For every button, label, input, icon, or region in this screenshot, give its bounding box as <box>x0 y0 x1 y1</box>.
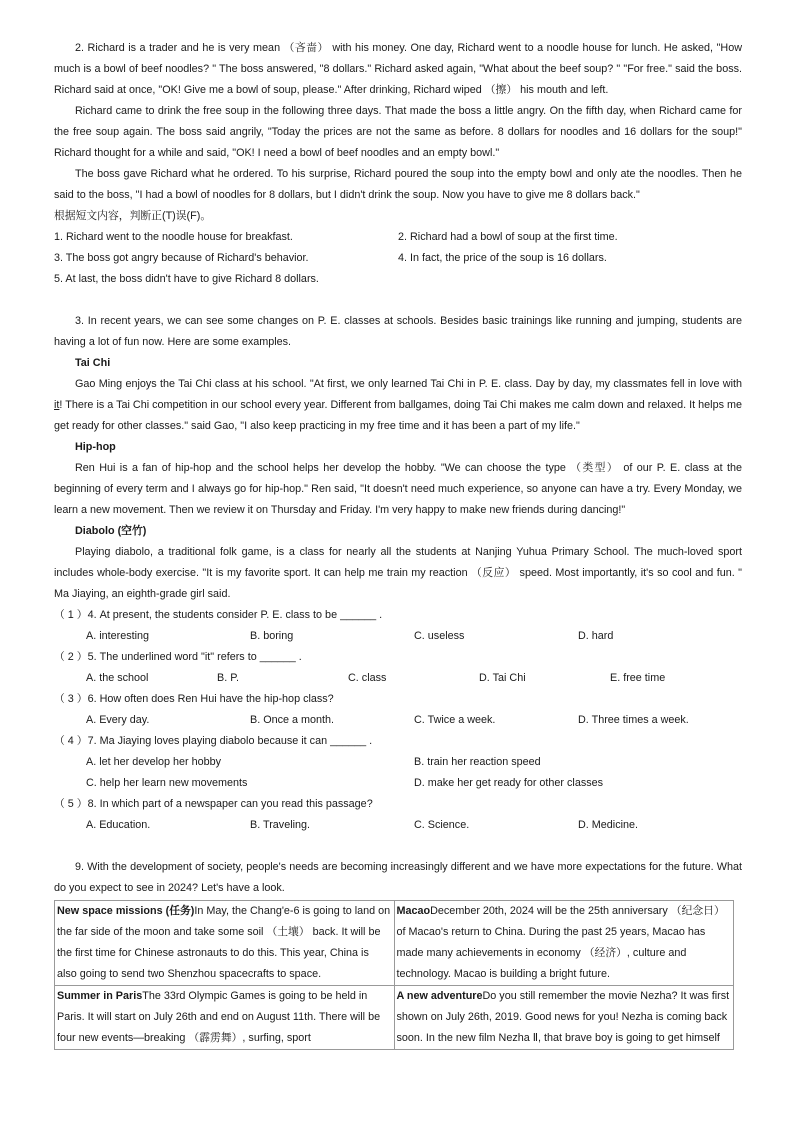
expectations-table <box>54 900 734 1050</box>
question-7-options-row-1 <box>54 752 742 773</box>
option-b: B. Once a month. <box>250 714 335 726</box>
underlined-word-it: it <box>54 399 60 411</box>
hip-hop-paragraph: Ren Hui is a fan of hip-hop and the school helps her develop the hobby. "We can choose the type （类型） of our P. E. class at the beginning of every term and I always go for hip-hop." Ren said, "It doesn't need much experience, so anyone can have a try. Every Monday, we learn a new movement. Then we review it on Thursday and Friday. I'm very happy to make new friends during dancing!" <box>54 462 742 516</box>
cell-summer-in-paris <box>55 986 395 1050</box>
cell-title: New space missions (任务) <box>57 905 195 917</box>
passage2-paragraph-1: 2. Richard is a trader and he is very mean （吝啬） with his money. One day, Richard went to a noodle house for lunch. He asked, "How much is a bowl of beef noodles? " The boss answered, "8 dollars." Richard asked again, "What about the beef soup? " "For free." said the boss. Richard said at once, "OK! Give me a bowl of soup, please." After drinking, Richard wiped （擦） his mouth and left. <box>54 42 742 96</box>
cell-macao <box>394 901 734 986</box>
option-c: C. Science. <box>414 819 470 831</box>
statement-1: 1. Richard went to the noodle house for breakfast. <box>54 231 293 243</box>
passage9-intro: 9. With the development of society, people's needs are becoming increasingly different and we have more expectations for the future. What do you expect to see in 2024? Let's have a look. <box>54 861 742 894</box>
option-c: C. help her learn new movements <box>86 777 248 789</box>
section-heading-hip-hop: Hip-hop <box>75 441 116 453</box>
option-e: E. free time <box>610 672 666 684</box>
cell-title: Summer in Paris <box>57 990 143 1002</box>
cell-text: The 33rd Olympic Games is going to be held in Paris. It will start on July 26th and end on August 11th. There will be four new events—breaking （霹雳舞）, surfing, sport <box>57 990 381 1044</box>
option-a: A. the school <box>86 672 149 684</box>
option-d: D. Medicine. <box>578 819 639 831</box>
option-d: D. hard <box>578 630 614 642</box>
cell-title: Macao <box>396 905 431 917</box>
worksheet-page <box>54 38 742 1050</box>
option-d: D. Tai Chi <box>479 672 526 684</box>
passage2-paragraph-3: The boss gave Richard what he ordered. To his surprise, Richard poured the soup into the empty bowl and only ate the noodles. Then he said to the boss, "I had a bowl of noodles for 8 dollars, but I didn't drink the soup. Now you have to give me 8 dollars back." <box>54 168 742 201</box>
question-7-options-row-2 <box>54 773 742 794</box>
passage2-paragraph-2: Richard came to drink the free soup in the following three days. That made the boss a little angry. On the fifth day, when Richard came for the free soup again. The boss said angrily, "Today the prices are not the same as before. 8 dollars for noodles and 16 dollars for the soup!" Richard thought for a while and said, "OK! I need a bowl of beef noodles and an empty bowl." <box>54 105 742 159</box>
option-b: B. train her reaction speed <box>414 756 541 768</box>
option-d: D. make her get ready for other classes <box>414 777 604 789</box>
statement-4: 4. In fact, the price of the soup is 16 dollars. <box>398 252 607 264</box>
option-c: C. useless <box>414 630 465 642</box>
option-a: A. Every day. <box>86 714 150 726</box>
question-5: （ 2 ）5. The underlined word "it" refers to ______ . <box>54 651 302 663</box>
tai-chi-paragraph: Gao Ming enjoys the Tai Chi class at his school. "At first, we only learned Tai Chi in P. E. class. Day by day, my classmates fell in love with it! There is a Tai Chi competition in our school every year. Different from ballgames, doing Tai Chi makes me calm down and relaxed. It helps me get ready for other classes." said Gao, "I also keep practicing in my free time and it has been a part of my life." <box>54 378 742 432</box>
statement-5: 5. At last, the boss didn't have to give Richard 8 dollars. <box>54 273 319 285</box>
option-a: A. Education. <box>86 819 151 831</box>
question-5-options <box>54 668 742 689</box>
statement-3: 3. The boss got angry because of Richard's behavior. <box>54 252 309 264</box>
question-4-options <box>54 626 742 647</box>
option-b: B. boring <box>250 630 294 642</box>
question-4: （ 1 ）4. At present, the students consider P. E. class to be ______ . <box>54 609 383 621</box>
option-a: A. interesting <box>86 630 150 642</box>
option-a: A. let her develop her hobby <box>86 756 222 768</box>
question-6-options <box>54 710 742 731</box>
diabolo-paragraph: Playing diabolo, a traditional folk game, is a class for nearly all the students at Nanjing Yuhua Primary School. The much-loved sport includes whole-body exercise. "It is my favorite sport. It can help me train my reaction （反应） speed. Most importantly, it's so cool and fun. " Ma Jiaying, an eighth-grade girl said. <box>54 546 742 600</box>
cell-text: Do you still remember the movie Nezha? It was first shown on July 26th, 2019. Good news for you! Nezha is coming back soon. In the new film Nezha Ⅱ, that brave boy is going to get himself <box>396 990 730 1044</box>
question-6: （ 3 ）6. How often does Ren Hui have the hip-hop class? <box>54 693 334 705</box>
question-7: （ 4 ）7. Ma Jiaying loves playing diabolo because it can ______ . <box>54 735 373 747</box>
cell-title: A new adventure <box>396 990 483 1002</box>
option-c: C. Twice a week. <box>414 714 496 726</box>
statement-2: 2. Richard had a bowl of soup at the first time. <box>398 231 618 243</box>
cell-text: December 20th, 2024 will be the 25th anniversary （纪念日） of Macao's return to China. During the past 25 years, Macao has made many achievements in economy （经济）, culture and technology. Macao is building a bright future. <box>396 905 725 980</box>
option-d: D. Three times a week. <box>578 714 689 726</box>
cell-new-adventure <box>394 986 734 1050</box>
statement-row-3 <box>54 269 742 290</box>
question-8: （ 5 ）8. In which part of a newspaper can you read this passage? <box>54 798 373 810</box>
option-b: B. Traveling. <box>250 819 311 831</box>
cell-space-missions <box>55 901 395 986</box>
section-heading-tai-chi: Tai Chi <box>75 357 111 369</box>
passage3-intro: 3. In recent years, we can see some changes on P. E. classes at schools. Besides basic trainings like running and jumping, students are having a lot of fun now. Here are some examples. <box>54 315 742 348</box>
question-8-options <box>54 815 742 836</box>
option-b: B. P. <box>217 672 240 684</box>
statement-row-1 <box>54 227 742 248</box>
passage2-instruction: 根据短文内容，判断正(T)误(F)。 <box>54 210 212 222</box>
cell-text: In May, the Chang'e-6 is going to land on the far side of the moon and take some soil （土壤） back. It will be the first time for Chinese astronauts to do this. This year, China is also going to send two Shenzhou spacecrafts to space. <box>57 905 391 980</box>
section-heading-diabolo: Diabolo (空竹) <box>75 525 147 537</box>
statement-row-2 <box>54 248 742 269</box>
option-c: C. class <box>348 672 387 684</box>
